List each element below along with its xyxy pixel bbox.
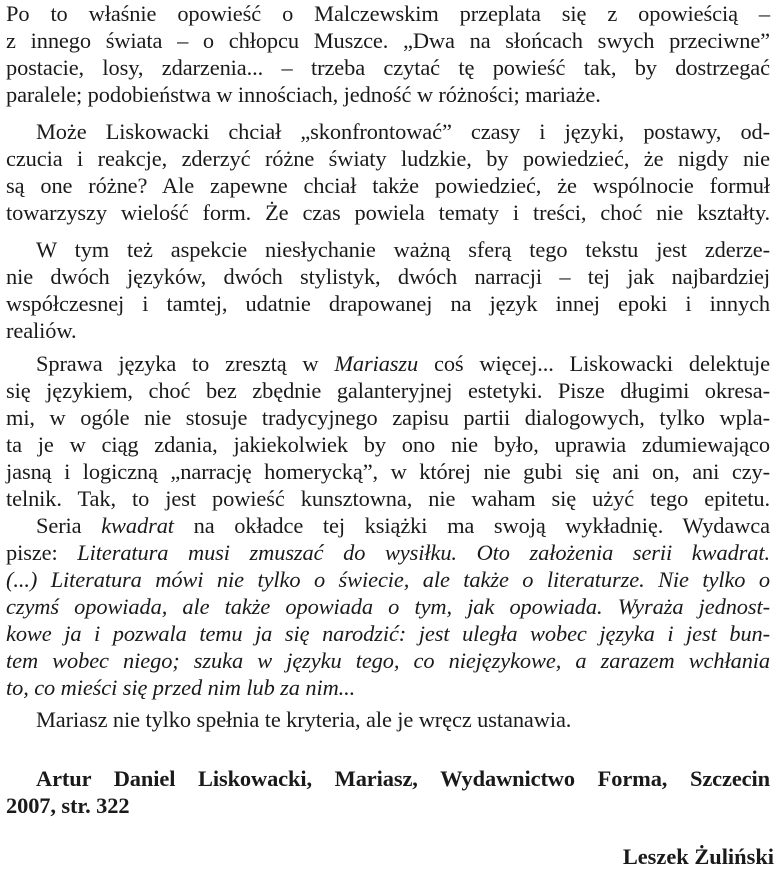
series-name-italic: kwadrat — [101, 513, 174, 538]
quote-line: czymś opowiada, ale także opowiada o tym, jak opowiada. Wyraża jednost- — [6, 594, 770, 619]
quote-line: tem wobec niego; szuka w języku tego, co niejęzykowe, a zarazem wchłania — [6, 648, 770, 673]
text-line: się językiem, choć bez zbędnie galanteryjnej estetyki. Pisze długimi okresa- — [6, 378, 770, 403]
text-span: Sprawa języka to zresztą w — [36, 351, 335, 376]
citation-line: 2007, str. 322 — [6, 793, 130, 818]
quote-italic: Literatura musi zmuszać do wysiłku. Oto założenia serii kwadrat. — [77, 540, 770, 565]
text-line: postacie, losy, zdarzenia... – trzeba czytać tę powieść tak, by dostrzegać — [6, 55, 770, 80]
quote-line: kowe ja i pozwala temu ja się narodzić: jest uległa wobec języka i jest bun- — [6, 621, 770, 646]
quote-line: (...) Literatura mówi nie tylko o świecie, ale także o literaturze. Nie tylko o — [6, 567, 770, 592]
text-span: Seria — [36, 513, 102, 538]
quote-line: to, co mieści się przed nim lub za nim... — [6, 675, 356, 700]
text-line: paralele; podobieństwa w innościach, jedność w różności; mariaże. — [6, 82, 601, 107]
text-line: czucia i reakcje, zderzyć różne światy ludzkie, by powiedzieć, że nigdy nie — [6, 146, 770, 171]
text-line: telnik. Tak, to jest powieść kunsztowna, nie waham się użyć tego epitetu. — [6, 486, 770, 511]
text-span: coś więcej... Liskowacki delektuje — [418, 351, 771, 376]
text-line: W tym też aspekcie niesłychanie ważną sferą tego tekstu jest zderze- — [36, 237, 770, 262]
text-line: Po to właśnie opowieść o Malczewskim przeplata się z opowieścią – — [6, 1, 770, 26]
text-line: realiów. — [6, 318, 77, 343]
book-title-italic: Mariaszu — [334, 351, 419, 376]
text-line — [6, 539, 770, 566]
text-line: jasną i logiczną „narrację homerycką”, w której nie gubi się ani on, ani czy- — [6, 459, 770, 484]
text-span: na okładce tej książki ma swoją wykładnię. Wydawca — [173, 513, 770, 538]
text-line: Mariasz nie tylko spełnia te kryteria, ale je wręcz ustanawia. — [36, 707, 572, 732]
text-line: nie dwóch języków, dwóch stylistyk, dwóch narracji – tej jak najbardziej — [6, 264, 770, 289]
text-line — [36, 350, 770, 377]
text-line — [36, 512, 770, 539]
text-line: towarzyszy wielość form. Że czas powiela tematy i treści, choć nie kształty. — [6, 200, 770, 225]
text-span: pisze: — [6, 540, 78, 565]
text-line: są one różne? Ale zapewne chciał także powiedzieć, że wspólnocie formuł — [6, 173, 770, 198]
text-line: mi, w ogóle nie stosuje tradycyjnego zapisu partii dialogowych, tylko wpla- — [6, 405, 770, 430]
text-line: z innego świata – o chłopcu Muszce. „Dwa na słońcach swych przeciwne” — [6, 28, 770, 53]
text-line: ta je w ciąg zdania, jakiekolwiek by ono nie było, uprawia zdumiewająco — [6, 432, 770, 457]
author-signature: Leszek Żuliński — [622, 844, 774, 869]
text-line: współczesnej i tamtej, udatnie drapowanej na język innej epoki i innych — [6, 291, 770, 316]
citation-line: Artur Daniel Liskowacki, Mariasz, Wydawnictwo Forma, Szczecin — [36, 766, 770, 791]
text-line: Może Liskowacki chciał „skonfrontować” czasy i języki, postawy, od- — [36, 119, 770, 144]
